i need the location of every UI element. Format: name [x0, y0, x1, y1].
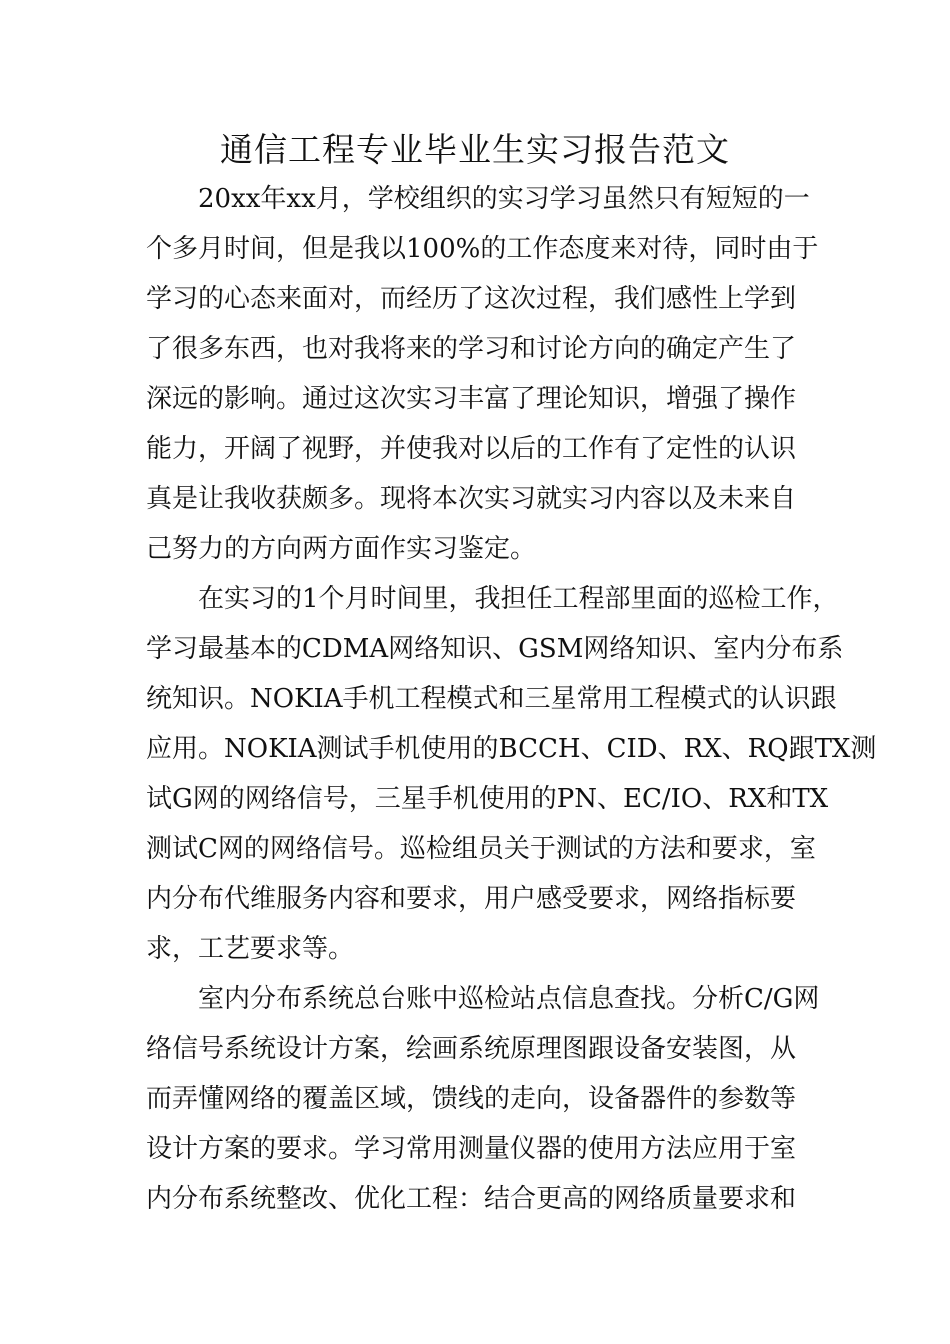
paragraph-3 — [146, 974, 820, 1224]
text-line: 试G网的网络信号，三星手机使用的PN、EC/IO、RX和TX — [146, 784, 829, 814]
text-line: 室内分布系统总台账中巡检站点信息查找。分析C/G网 — [198, 984, 820, 1014]
text-line: 20xx年xx月，学校组织的实习学习虽然只有短短的一 — [198, 184, 810, 214]
text-line: 能力，开阔了视野，并使我对以后的工作有了定性的认识 — [146, 434, 797, 464]
text-line: 个多月时间，但是我以100%的工作态度来对待，同时由于 — [146, 234, 819, 264]
text-line: 内分布系统整改、优化工程：结合更高的网络质量要求和 — [146, 1184, 797, 1214]
paragraph-1 — [146, 174, 819, 574]
text-line: 深远的影响。通过这次实习丰富了理论知识，增强了操作 — [146, 384, 797, 414]
paragraph-2 — [146, 574, 877, 974]
text-line: 学习最基本的CDMA网络知识、GSM网络知识、室内分布系 — [146, 634, 844, 664]
document-body — [146, 174, 877, 1224]
text-line: 应用。NOKIA测试手机使用的BCCH、CID、RX、RQ跟TX测 — [146, 734, 877, 764]
text-line: 真是让我收获颇多。现将本次实习就实习内容以及未来自 — [146, 484, 797, 514]
text-line: 己努力的方向两方面作实习鉴定。 — [146, 534, 537, 564]
text-line: 统知识。NOKIA手机工程模式和三星常用工程模式的认识跟 — [146, 684, 837, 714]
text-line: 而弄懂网络的覆盖区域，馈线的走向，设备器件的参数等 — [146, 1084, 797, 1114]
text-line: 络信号系统设计方案，绘画系统原理图跟设备安装图，从 — [146, 1034, 797, 1064]
text-line: 设计方案的要求。学习常用测量仪器的使用方法应用于室 — [146, 1134, 797, 1164]
text-line: 求，工艺要求等。 — [146, 934, 355, 964]
document-title: 通信工程专业毕业生实习报告范文 — [220, 130, 730, 169]
text-line: 了很多东西，也对我将来的学习和讨论方向的确定产生了 — [146, 334, 797, 364]
text-line: 学习的心态来面对，而经历了这次过程，我们感性上学到 — [146, 284, 797, 314]
text-line: 在实习的1个月时间里，我担任工程部里面的巡检工作， — [198, 584, 839, 614]
text-line: 内分布代维服务内容和要求，用户感受要求，网络指标要 — [146, 884, 797, 914]
text-line: 测试C网的网络信号。巡检组员关于测试的方法和要求，室 — [146, 834, 816, 864]
